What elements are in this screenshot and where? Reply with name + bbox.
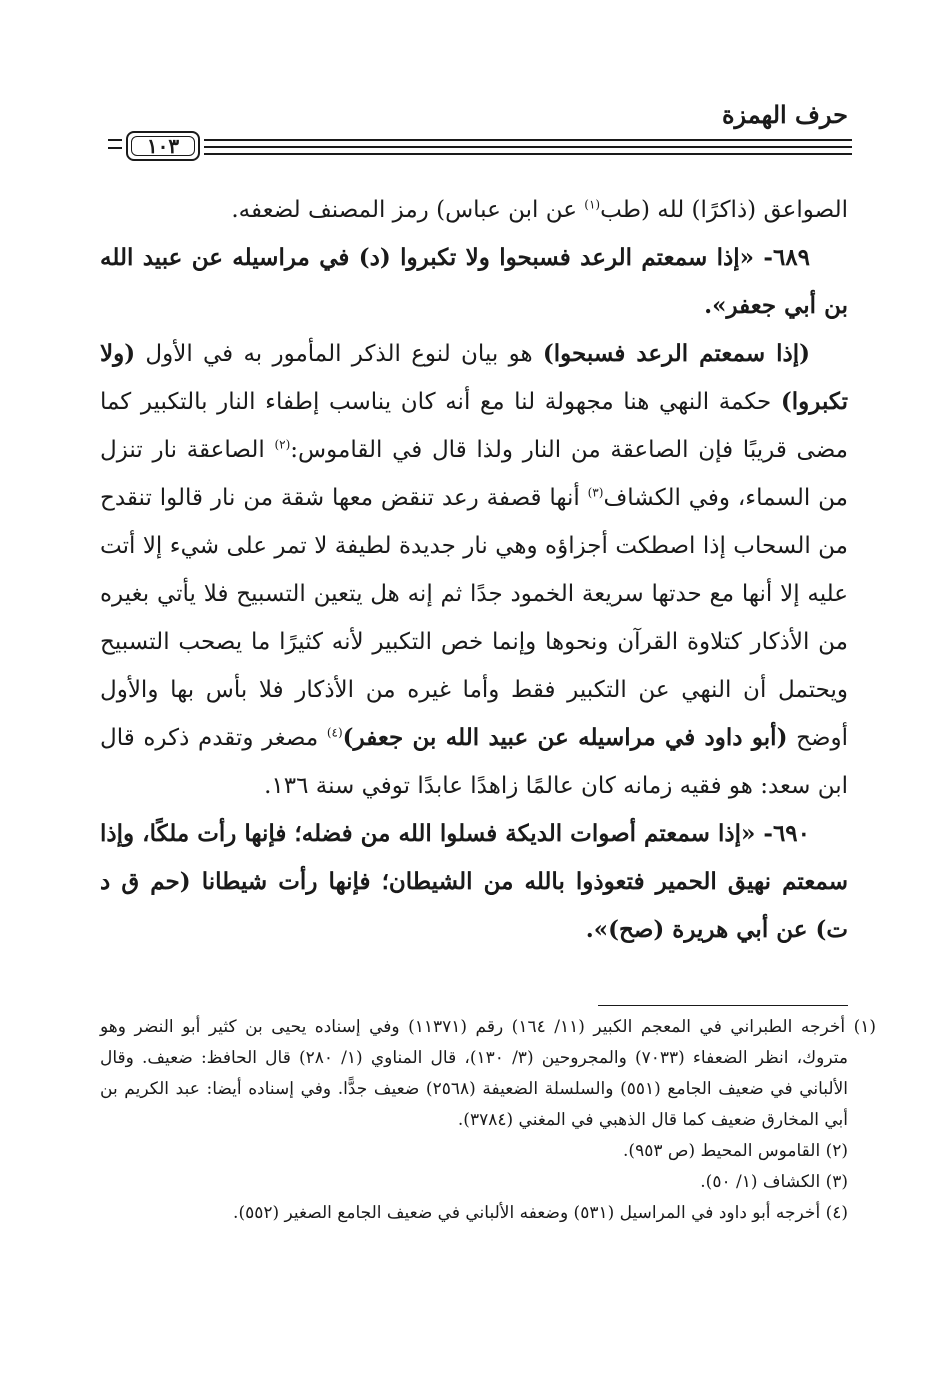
commentary-text-f: مصغر وتقدم ذكره قال ابن سعد: هو فقيه زمانه كان عالمًا زاهدًا عابدًا توفي سنة ١٣٦. — [100, 725, 848, 799]
footnotes — [100, 1012, 876, 1229]
footnote-ref-3: (٣) — [587, 485, 604, 500]
commentary-text-b: حكمة النهي هنا مجهولة لنا مع أنه كان يناسب إطفاء النار بالتكبير كما مضى قريبًا فإن الصاعقة من النار ولذا قال في القاموس: — [100, 389, 848, 463]
intro-text-rest: عن ابن عباس) رمز المصنف لضعفه. — [231, 197, 585, 223]
page-number-ornament — [108, 139, 122, 149]
footnote-3: (٣) الكشاف (١/ ٥٠). — [700, 1172, 848, 1192]
footnote-2: (٢) القاموس المحيط (ص ٩٥٣). — [623, 1141, 848, 1161]
hadith-689: ٦٨٩- «إذا سمعتم الرعد فسبحوا ولا تكبروا (د) في مراسيله عن عبيد الله بن أبي جعفر». — [100, 244, 848, 319]
commentary-quote-e: (أبو داود في مراسيله عن عبيد الله بن جعفر) — [342, 724, 788, 751]
commentary-text-c: الصاعقة نار تنزل من السماء، وفي الكشاف — [100, 437, 848, 511]
footnote-ref-4: (٤) — [326, 725, 343, 740]
commentary-quote-a: (إذا سمعتم الرعد فسبحوا) — [542, 340, 810, 367]
commentary-quote-b: (ولا تكبروا) — [100, 340, 848, 415]
page-number: ١٠٣ — [146, 134, 180, 158]
commentary-text-a: هو بيان لنوع الذكر المأمور به في الأول — [135, 341, 543, 367]
page-number-box — [126, 131, 200, 161]
running-title: حرف الهمزة — [721, 100, 848, 129]
footnote-separator — [598, 1005, 848, 1006]
intro-line — [100, 186, 848, 234]
header-rule-line — [204, 146, 852, 148]
hadith-690: ٦٩٠- «إذا سمعتم أصوات الديكة فسلوا الله من فضله؛ فإنها رأت ملكًا، وإذا سمعتم نهيق الحمير فتعوذوا بالله من الشيطان؛ فإنها رأت شيطانا (حم ق د ت) عن أبي هريرة (صح)». — [100, 820, 848, 943]
footnote-1: (١) أخرجه الطبراني في المعجم الكبير (١١/ ١٦٤) رقم (١١٣٧١) وفي إسناده يحيى بن كثير أبو النضر وهو متروك، انظر الضعفاء (٧٠٣٣) والمجروحين (٣/ ١٣٠)، قال المناوي (١/ ٢٨٠) قال الحافظ: ضعيف. وقال الألباني في ضعيف الجامع (٥٥١) والسلسلة الضعيفة (٢٥٦٨) ضعيف جدًّا. وفي إسناده أيضا: عبد الكريم بن أبي المخارق ضعيف كما قال الذهبي في المغني (٣٧٨٤). — [100, 1017, 876, 1130]
footnote-ref-1: (١) — [584, 197, 601, 212]
commentary-text-d: أنها قصفة رعد تنقض معها شقة من نار قالوا تنقدح من السحاب إذا اصطكت أجزاؤه وهي نار جديدة لطيفة لا تمر على شيء إلا أتت عليه إلا أنها مع حدتها سريعة الخمود جدًا ثم إنه هل يتعين التسبيح فلا يأتي بغيره من الأذكار كتلاوة القرآن ونحوها وإنما خص التكبير لأنه كثيرًا ما يصحب التسبيح ويحتمل أن النهي عن التكبير فقط وأما غيره من الأذكار فلا بأس بها والأول أوضح — [100, 485, 848, 751]
footnote-4: (٤) أخرجه أبو داود في المراسيل (٥٣١) وضعفه الألباني في ضعيف الجامع الصغير (٥٥٢). — [233, 1203, 848, 1223]
header-rule — [108, 128, 852, 164]
commentary-689 — [100, 330, 848, 810]
footnote-ref-2: (٢) — [274, 437, 291, 452]
main-text — [100, 186, 848, 954]
intro-text: الصواعق (ذاكرًا) لله (طب — [600, 197, 848, 223]
header-rule-line — [204, 153, 852, 155]
header-rule-line — [204, 139, 852, 141]
